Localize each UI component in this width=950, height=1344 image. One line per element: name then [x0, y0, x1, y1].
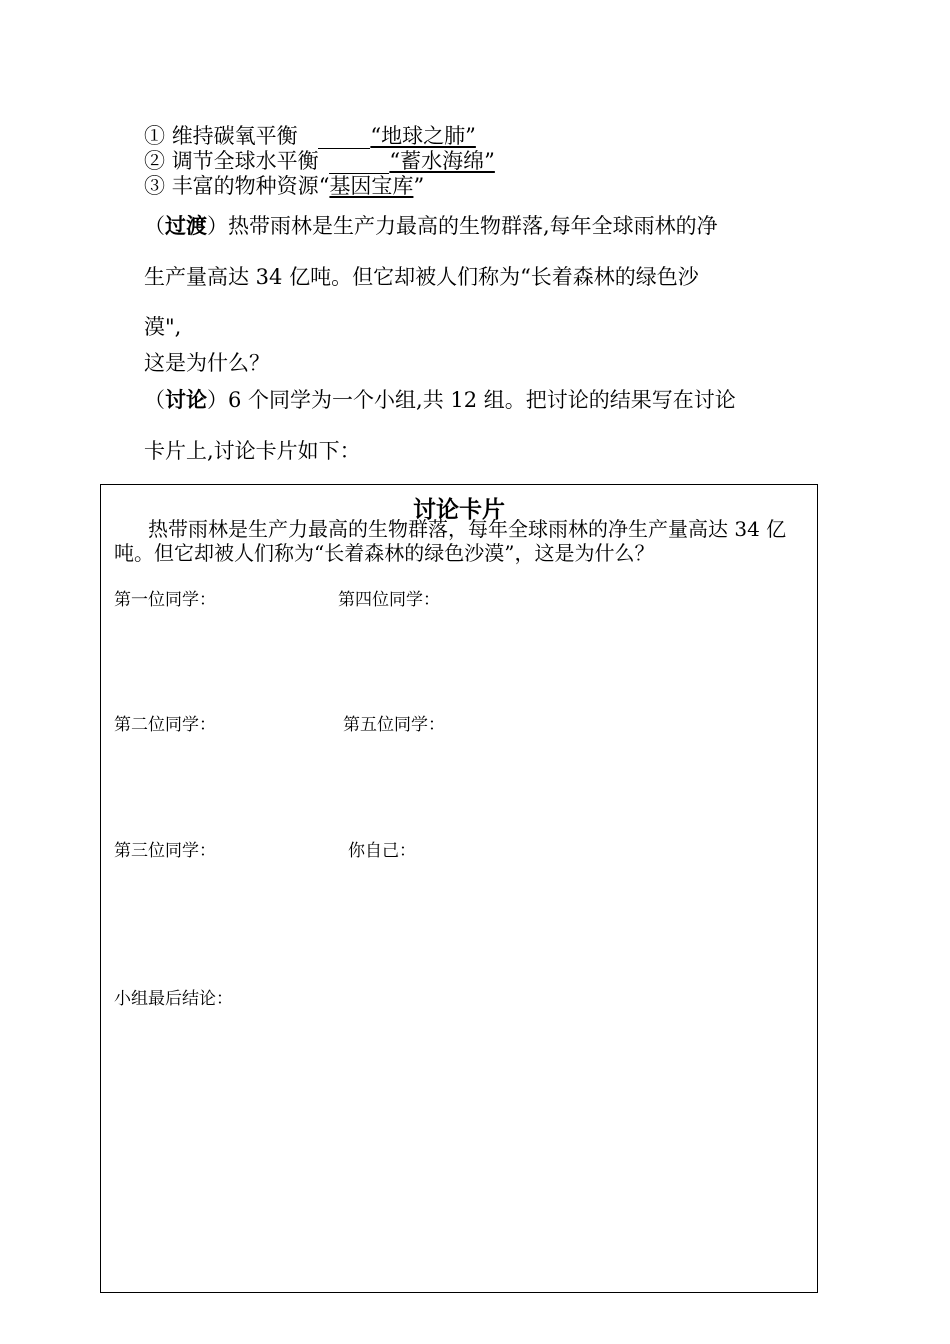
point-label: 基因宝库: [329, 174, 414, 198]
quote-open: “: [318, 174, 330, 198]
group-conclusion-field[interactable]: 小组最后结论：: [114, 989, 233, 1009]
point-2: [144, 149, 495, 174]
transition-line-1: [144, 210, 718, 240]
point-label: “地球之肺”: [370, 124, 476, 148]
card-question: 热带雨林是生产力最高的生物群落，每年全球雨林的净生产量高达 34 亿吨。但它却被人们称为“长着森林的绿色沙漠”，这是为什么？: [114, 517, 787, 565]
card-title: 讨论卡片: [413, 496, 505, 523]
discussion-tag: 讨论: [165, 387, 207, 412]
transition-line-4: 这是为什么？: [144, 351, 270, 375]
student-5-field[interactable]: 第五位同学：: [343, 715, 445, 735]
point-3: [144, 174, 424, 198]
transition-tag: 过渡: [165, 213, 207, 238]
student-3-field[interactable]: 第三位同学：: [114, 841, 216, 861]
quote-close: ”: [413, 174, 425, 198]
student-2-field[interactable]: 第二位同学：: [114, 715, 216, 735]
point-1: [144, 124, 476, 149]
discussion-line-2: 卡片上,讨论卡片如下：: [144, 439, 361, 463]
point-text: 调节全球水平衡: [171, 149, 319, 173]
discussion-tag-open: （: [144, 388, 165, 412]
point-label: “蓄水海绵”: [389, 149, 495, 173]
point-number: ①: [144, 124, 165, 148]
transition-line-2: 生产量高达 34 亿吨。但它却被人们称为“长着森林的绿色沙: [144, 265, 699, 289]
discussion-card: [100, 484, 818, 1293]
student-4-field[interactable]: 第四位同学：: [338, 590, 440, 610]
answer-blank: [329, 149, 389, 174]
discussion-tag-close: ）: [207, 388, 228, 412]
yourself-field[interactable]: 你自己：: [348, 841, 416, 861]
point-text: 丰富的物种资源: [171, 174, 319, 198]
point-text: 维持碳氧平衡: [171, 124, 298, 148]
student-1-field[interactable]: 第一位同学：: [114, 590, 216, 610]
transition-line-3: 漠",: [144, 315, 182, 339]
point-number: ③: [144, 174, 165, 198]
point-number: ②: [144, 149, 165, 173]
discussion-text: 6 个同学为一个小组,共 12 组。把讨论的结果写在讨论: [228, 388, 736, 412]
transition-tag-open: （: [144, 214, 165, 238]
answer-blank: [318, 124, 370, 149]
transition-text: 热带雨林是生产力最高的生物群落,每年全球雨林的净: [228, 214, 718, 238]
transition-tag-close: ）: [207, 214, 228, 238]
discussion-line-1: [144, 384, 736, 414]
